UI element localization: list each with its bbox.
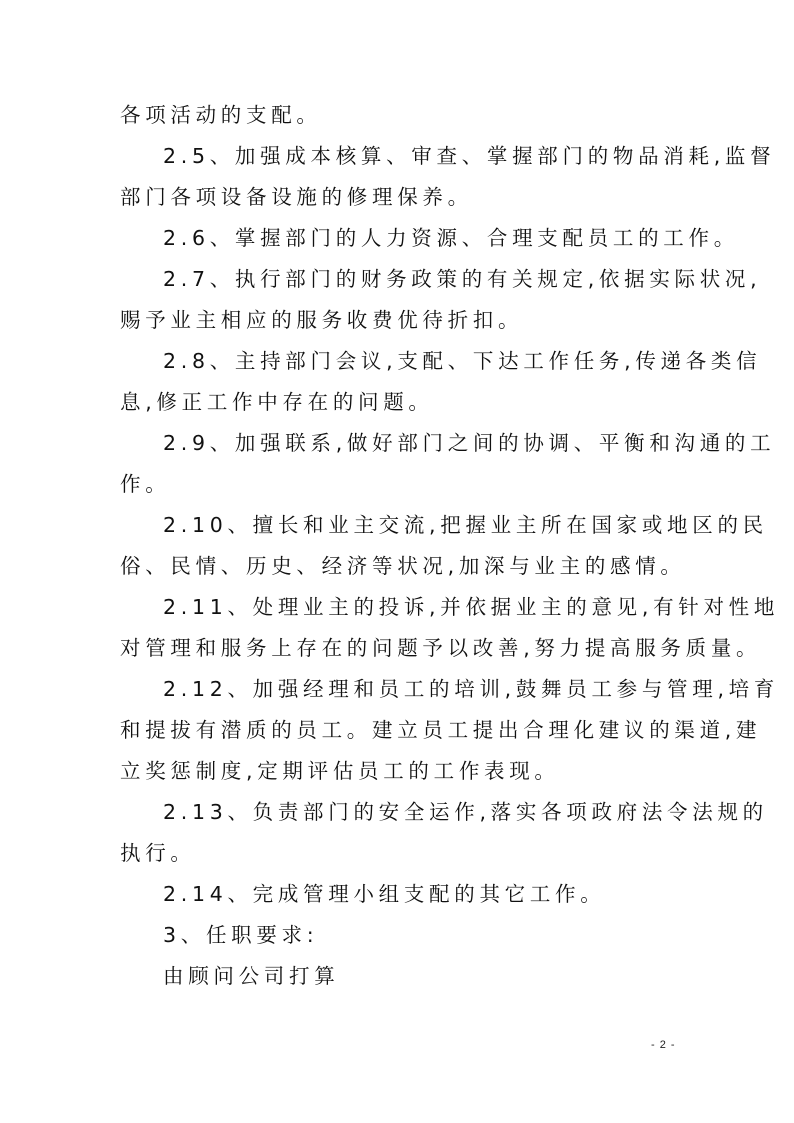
text-line: 3、任职要求: — [163, 923, 319, 947]
text-line: 执行。 — [120, 841, 196, 865]
text-line: 对管理和服务上存在的问题予以改善,努力提高服务质量。 — [120, 636, 762, 660]
text-line: 2.12、加强经理和员工的培训,鼓舞员工参与管理,培育 — [163, 677, 780, 701]
text-line: 2.14、完成管理小组支配的其它工作。 — [163, 882, 606, 906]
text-line: 2.8、主持部门会议,支配、下达工作任务,传递各类信 — [163, 349, 762, 373]
text-line: 2.6、掌握部门的人力资源、合理支配员工的工作。 — [163, 226, 739, 250]
text-line: 各项活动的支配。 — [120, 103, 322, 127]
text-line: 立奖惩制度,定期评估员工的工作表现。 — [120, 759, 560, 783]
text-line: 2.5、加强成本核算、审查、掌握部门的物品消耗,监督 — [163, 144, 776, 168]
text-line: 2.7、执行部门的财务政策的有关规定,依据实际状况, — [163, 267, 762, 291]
page-number: - 2 - — [651, 1039, 676, 1051]
text-line: 由顾问公司打算 — [163, 964, 340, 988]
text-line: 2.13、负责部门的安全运作,落实各项政府法令法规的 — [163, 800, 768, 824]
text-line: 赐予业主相应的服务收费优待折扣。 — [120, 308, 524, 332]
text-line: 息,修正工作中存在的问题。 — [120, 390, 434, 414]
text-line: 2.10、擅长和业主交流,把握业主所在国家或地区的民 — [163, 513, 768, 537]
text-line: 2.9、加强联系,做好部门之间的协调、平衡和沟通的工 — [163, 431, 776, 455]
text-line: 和提拔有潜质的员工。建立员工提出合理化建议的渠道,建 — [120, 718, 762, 742]
text-line: 部门各项设备设施的修理保养。 — [120, 185, 473, 209]
document-body — [120, 95, 780, 997]
text-line: 俗、民情、历史、经济等状况,加深与业主的感情。 — [120, 554, 686, 578]
text-line: 作。 — [120, 472, 171, 496]
text-line: 2.11、处理业主的投诉,并依据业主的意见,有针对性地 — [163, 595, 780, 619]
